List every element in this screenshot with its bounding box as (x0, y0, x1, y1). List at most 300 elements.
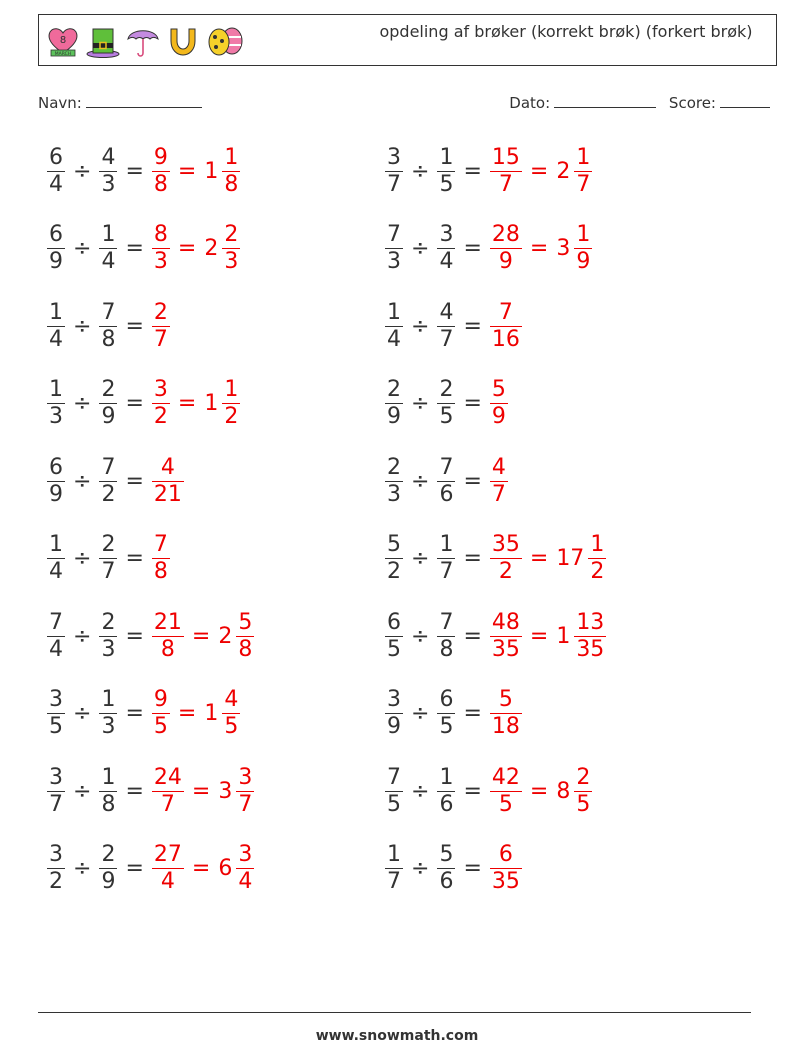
answer (487, 377, 511, 430)
denominator: 35 (491, 869, 520, 894)
dividend-fraction (385, 222, 403, 275)
answer (487, 455, 511, 508)
numerator: 5 (491, 377, 506, 402)
dividend-fraction (385, 610, 403, 663)
answer (487, 687, 525, 740)
divide-sign: ÷ (411, 701, 430, 726)
denominator: 5 (153, 714, 168, 739)
numerator: 5 (387, 532, 401, 557)
numerator: 4 (101, 144, 116, 170)
mixed-fraction-part (222, 377, 240, 430)
numerator: 1 (101, 222, 116, 247)
problem-item (44, 294, 173, 358)
mixed-whole: 1 (204, 701, 219, 726)
divisor-fraction (99, 842, 117, 895)
equals-sign: = (177, 158, 197, 184)
answer (149, 455, 187, 508)
denominator: 7 (576, 171, 591, 197)
denominator: 5 (387, 636, 401, 662)
denominator: 8 (160, 636, 175, 662)
denominator: 16 (491, 326, 520, 352)
mixed-fraction-part (222, 687, 240, 740)
improper-fraction-answer (152, 687, 170, 740)
denominator: 4 (160, 869, 175, 894)
denominator: 2 (387, 559, 401, 584)
problem-item (382, 837, 525, 901)
improper-fraction-answer (490, 842, 522, 895)
answer (487, 222, 595, 275)
equals-sign: = (125, 778, 144, 804)
dividend-fraction (385, 377, 403, 430)
improper-fraction-answer (490, 222, 522, 275)
numerator: 1 (224, 377, 239, 402)
mixed-whole: 1 (556, 623, 571, 649)
date-line[interactable] (554, 106, 656, 108)
equals-sign: = (191, 623, 211, 649)
answer (149, 765, 257, 818)
divisor-fraction (99, 610, 117, 663)
divisor-fraction (99, 145, 117, 198)
equals-sign: = (177, 701, 197, 726)
equals-sign: = (177, 236, 197, 261)
divisor-fraction (99, 455, 117, 508)
numerator: 15 (491, 144, 520, 170)
divisor-fraction (99, 687, 117, 740)
divisor-fraction (437, 842, 455, 895)
numerator: 1 (49, 377, 63, 402)
divisor-fraction (437, 532, 455, 585)
equals-sign: = (125, 158, 144, 184)
improper-fraction-answer (490, 687, 522, 740)
numerator: 8 (153, 222, 168, 247)
numerator: 2 (224, 222, 239, 247)
divide-sign: ÷ (411, 623, 430, 649)
mixed-whole: 2 (204, 236, 219, 261)
improper-fraction-answer (490, 765, 522, 818)
denominator: 7 (439, 559, 454, 584)
answer (149, 377, 243, 430)
numerator: 5 (439, 842, 454, 867)
numerator: 48 (491, 609, 520, 635)
dividend-fraction (385, 842, 403, 895)
numerator: 3 (49, 764, 63, 790)
denominator: 6 (439, 869, 454, 894)
improper-fraction-answer (490, 377, 508, 430)
denominator: 4 (49, 171, 63, 197)
denominator: 4 (49, 326, 63, 352)
date-score-fields (509, 94, 770, 112)
equals-sign: = (125, 623, 144, 649)
denominator: 9 (387, 714, 401, 739)
equals-sign: = (191, 856, 211, 881)
divide-sign: ÷ (411, 391, 430, 416)
numerator: 7 (498, 299, 513, 325)
mixed-fraction-part (574, 222, 592, 275)
improper-fraction-answer (490, 455, 508, 508)
denominator: 7 (238, 791, 253, 817)
denominator: 8 (153, 559, 168, 584)
mixed-whole: 2 (218, 623, 233, 649)
name-field (38, 94, 202, 112)
equals-sign: = (463, 546, 482, 571)
denominator: 3 (101, 714, 116, 739)
numerator: 7 (101, 299, 116, 325)
equals-sign: = (125, 856, 144, 881)
dividend-fraction (47, 377, 65, 430)
answer (149, 842, 257, 895)
numerator: 1 (101, 764, 116, 790)
equals-sign: = (463, 468, 482, 494)
numerator: 3 (387, 687, 401, 712)
improper-fraction-answer (490, 300, 522, 353)
numerator: 1 (576, 222, 591, 247)
equals-sign: = (125, 468, 144, 494)
denominator: 3 (387, 249, 401, 274)
numerator: 2 (387, 377, 401, 402)
numerator: 2 (387, 454, 401, 480)
numerator: 3 (153, 377, 168, 402)
problem-item (44, 372, 243, 436)
numerator: 2 (101, 532, 116, 557)
improper-fraction-answer (152, 377, 170, 430)
denominator: 9 (498, 249, 513, 274)
denominator: 4 (387, 326, 401, 352)
denominator: 3 (49, 404, 63, 429)
denominator: 4 (49, 636, 63, 662)
numerator: 27 (153, 842, 182, 867)
denominator: 7 (491, 481, 506, 507)
denominator: 6 (439, 481, 454, 507)
mixed-whole: 6 (218, 856, 233, 881)
problem-item (44, 682, 243, 746)
divide-sign: ÷ (73, 391, 92, 416)
equals-sign: = (463, 158, 482, 184)
divisor-fraction (437, 222, 455, 275)
denominator: 3 (101, 171, 116, 197)
equals-sign: = (529, 623, 549, 649)
answer (149, 300, 173, 353)
divisor-fraction (437, 610, 455, 663)
answer (487, 145, 595, 198)
numerator: 4 (160, 454, 175, 480)
denominator: 9 (49, 249, 63, 274)
improper-fraction-answer (152, 842, 184, 895)
name-label: Navn: (38, 94, 82, 112)
equals-sign: = (463, 856, 482, 881)
divide-sign: ÷ (73, 313, 92, 339)
answer (149, 532, 173, 585)
denominator: 18 (491, 714, 520, 739)
problem-item (382, 604, 609, 668)
numerator: 2 (439, 377, 454, 402)
divisor-fraction (99, 377, 117, 430)
name-line[interactable] (86, 106, 202, 108)
answer (149, 145, 243, 198)
answer (487, 532, 609, 585)
denominator: 3 (101, 636, 116, 662)
numerator: 1 (439, 764, 454, 790)
numerator: 6 (498, 842, 513, 867)
divisor-fraction (99, 222, 117, 275)
improper-fraction-answer (152, 610, 184, 663)
denominator: 5 (439, 171, 454, 197)
answer (149, 222, 243, 275)
dividend-fraction (47, 842, 65, 895)
denominator: 8 (101, 326, 116, 352)
mixed-fraction-part (222, 145, 240, 198)
numerator: 24 (153, 764, 182, 790)
equals-sign: = (529, 158, 549, 184)
improper-fraction-answer (152, 532, 170, 585)
denominator: 7 (498, 171, 513, 197)
mixed-fraction-part (236, 610, 254, 663)
equals-sign: = (463, 778, 482, 804)
dividend-fraction (385, 532, 403, 585)
numerator: 3 (238, 764, 253, 790)
dividend-fraction (385, 145, 403, 198)
numerator: 1 (224, 144, 239, 170)
score-label: Score: (668, 94, 716, 112)
denominator: 8 (101, 791, 116, 817)
divide-sign: ÷ (73, 468, 92, 494)
numerator: 7 (439, 609, 454, 635)
problem-item (382, 682, 525, 746)
denominator: 4 (49, 559, 63, 584)
answer (149, 610, 257, 663)
footer-url: www.snowmath.com (315, 1028, 479, 1044)
equals-sign: = (191, 778, 211, 804)
numerator: 1 (101, 687, 116, 712)
denominator: 5 (49, 714, 63, 739)
denominator: 7 (387, 869, 401, 894)
leprechaun-hat-icon (85, 23, 121, 59)
numerator: 3 (49, 687, 63, 712)
denominator: 9 (49, 481, 63, 507)
denominator: 9 (101, 404, 116, 429)
numerator: 35 (491, 532, 520, 557)
denominator: 7 (153, 326, 168, 352)
denominator: 8 (238, 636, 253, 662)
mixed-fraction-part (236, 842, 254, 895)
denominator: 3 (224, 249, 239, 274)
numerator: 13 (576, 609, 605, 635)
improper-fraction-answer (490, 145, 522, 198)
dividend-fraction (47, 765, 65, 818)
mixed-whole: 3 (218, 778, 233, 804)
problem-item (44, 139, 243, 203)
equals-sign: = (463, 701, 482, 726)
icon-strip (45, 21, 245, 61)
numerator: 21 (153, 609, 182, 635)
heart-march-8-icon (45, 23, 81, 59)
numerator: 7 (387, 222, 401, 247)
numerator: 1 (49, 299, 63, 325)
dividend-fraction (47, 455, 65, 508)
divide-sign: ÷ (411, 778, 430, 804)
denominator: 5 (387, 791, 401, 817)
header-box (38, 14, 777, 66)
numerator: 6 (439, 687, 454, 712)
divide-sign: ÷ (73, 236, 92, 261)
divisor-fraction (437, 300, 455, 353)
problem-item (382, 449, 511, 513)
mixed-whole: 1 (204, 158, 219, 184)
numerator: 1 (49, 532, 63, 557)
dividend-fraction (47, 300, 65, 353)
denominator: 5 (439, 714, 454, 739)
denominator: 3 (153, 249, 168, 274)
mixed-fraction-part (222, 222, 240, 275)
numerator: 7 (153, 532, 168, 557)
equals-sign: = (125, 546, 144, 571)
divide-sign: ÷ (411, 468, 430, 494)
denominator: 2 (101, 481, 116, 507)
equals-sign: = (529, 236, 549, 261)
mixed-fraction-part (574, 610, 606, 663)
dividend-fraction (47, 610, 65, 663)
denominator: 7 (439, 326, 454, 352)
footer-divider (38, 1012, 751, 1013)
equals-sign: = (463, 313, 482, 339)
problem-item (44, 217, 243, 281)
problem-item (44, 527, 173, 591)
horseshoe-icon (165, 23, 201, 59)
problem-item (44, 604, 257, 668)
mixed-fraction-part (236, 765, 254, 818)
divide-sign: ÷ (411, 856, 430, 881)
numerator: 3 (49, 842, 63, 867)
numerator: 4 (491, 454, 506, 480)
mixed-whole: 3 (556, 236, 571, 261)
denominator: 2 (49, 869, 63, 894)
equals-sign: = (125, 701, 144, 726)
divide-sign: ÷ (73, 623, 92, 649)
divisor-fraction (99, 765, 117, 818)
denominator: 6 (439, 791, 454, 817)
mixed-fraction-part (574, 145, 592, 198)
equals-sign: = (125, 236, 144, 261)
answer (487, 765, 595, 818)
denominator: 5 (224, 714, 239, 739)
denominator: 5 (498, 791, 513, 817)
problem-item (44, 449, 187, 513)
easter-eggs-icon (205, 23, 245, 59)
numerator: 5 (238, 609, 253, 635)
divide-sign: ÷ (73, 856, 92, 881)
numerator: 7 (387, 764, 401, 790)
numerator: 28 (491, 222, 520, 247)
dividend-fraction (385, 300, 403, 353)
denominator: 35 (576, 636, 605, 662)
numerator: 1 (439, 144, 454, 170)
divide-sign: ÷ (73, 701, 92, 726)
divide-sign: ÷ (73, 158, 92, 184)
mixed-whole: 1 (204, 391, 219, 416)
divide-sign: ÷ (411, 313, 430, 339)
denominator: 4 (439, 249, 454, 274)
improper-fraction-answer (152, 222, 170, 275)
denominator: 9 (101, 869, 116, 894)
answer (487, 300, 525, 353)
numerator: 2 (576, 764, 591, 790)
numerator: 2 (101, 609, 116, 635)
divide-sign: ÷ (73, 546, 92, 571)
equals-sign: = (529, 778, 549, 804)
mixed-fraction-part (574, 765, 592, 818)
denominator: 8 (439, 636, 454, 662)
numerator: 6 (49, 222, 63, 247)
umbrella-icon (125, 23, 161, 59)
denominator: 7 (160, 791, 175, 817)
denominator: 2 (153, 404, 168, 429)
problem-item (44, 837, 257, 901)
numerator: 2 (153, 299, 168, 325)
denominator: 5 (576, 791, 591, 817)
denominator: 9 (387, 404, 401, 429)
dividend-fraction (47, 222, 65, 275)
numerator: 6 (49, 454, 63, 480)
problem-item (382, 372, 511, 436)
problem-item (382, 294, 525, 358)
denominator: 3 (387, 481, 401, 507)
dividend-fraction (47, 145, 65, 198)
equals-sign: = (463, 236, 482, 261)
numerator: 4 (439, 299, 454, 325)
equals-sign: = (125, 391, 144, 416)
equals-sign: = (177, 391, 197, 416)
divisor-fraction (437, 455, 455, 508)
dividend-fraction (385, 765, 403, 818)
equals-sign: = (125, 313, 144, 339)
score-line[interactable] (720, 106, 770, 108)
numerator: 2 (101, 377, 116, 402)
numerator: 6 (387, 609, 401, 635)
denominator: 35 (491, 636, 520, 662)
improper-fraction-answer (152, 765, 184, 818)
mixed-whole: 8 (556, 778, 571, 804)
denominator: 4 (238, 869, 253, 894)
denominator: 7 (49, 791, 63, 817)
denominator: 7 (387, 171, 401, 197)
numerator: 2 (101, 842, 116, 867)
divide-sign: ÷ (73, 778, 92, 804)
denominator: 7 (101, 559, 116, 584)
dividend-fraction (47, 687, 65, 740)
improper-fraction-answer (152, 145, 170, 198)
numerator: 1 (387, 299, 401, 325)
numerator: 7 (439, 454, 454, 480)
answer (487, 842, 525, 895)
numerator: 3 (387, 144, 401, 170)
problem-item (382, 217, 595, 281)
numerator: 5 (498, 687, 513, 712)
improper-fraction-answer (152, 300, 170, 353)
numerator: 7 (101, 454, 116, 480)
numerator: 1 (576, 144, 591, 170)
answer (149, 687, 243, 740)
mixed-whole: 2 (556, 158, 571, 184)
mixed-whole: 17 (556, 546, 585, 571)
denominator: 8 (153, 171, 168, 197)
denominator: 5 (439, 404, 454, 429)
problem-item (44, 759, 257, 823)
denominator: 2 (590, 559, 605, 584)
problem-item (382, 139, 595, 203)
numerator: 9 (153, 687, 168, 712)
dividend-fraction (385, 455, 403, 508)
denominator: 2 (498, 559, 513, 584)
denominator: 9 (576, 249, 591, 274)
